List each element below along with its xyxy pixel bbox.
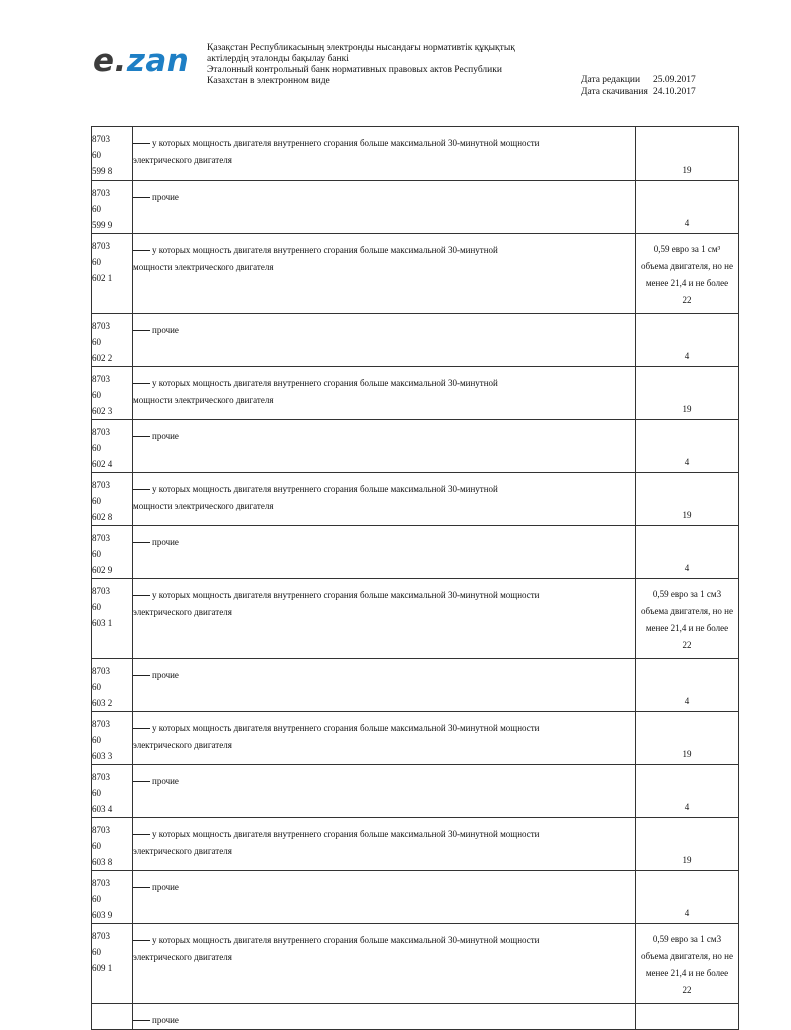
tariff-code xyxy=(92,871,133,924)
table-row xyxy=(92,712,739,765)
tariff-code-part-1: 8703 xyxy=(92,188,110,198)
goods-description xyxy=(133,420,636,473)
duty-rate-line: менее 21,4 и не более xyxy=(645,967,729,978)
duty-rate xyxy=(636,659,739,712)
tariff-code-part-3: 602 8 xyxy=(92,512,113,522)
dash-marker xyxy=(133,675,150,676)
tariff-code-part-2: 60 xyxy=(92,257,101,267)
duty-rate-line: 4 xyxy=(684,563,690,573)
description-text: у которых мощность двигателя внутреннего сгорания больше максимальной 30-минутной мощности xyxy=(152,590,540,600)
tariff-code-part-3: 603 1 xyxy=(92,618,113,628)
duty-rate xyxy=(636,181,739,234)
duty-rate-line: 4 xyxy=(684,696,690,706)
tariff-code-part-1: 8703 xyxy=(92,134,110,144)
description-line-2: мощности электрического двигателя xyxy=(133,395,274,405)
dash-marker xyxy=(133,834,150,835)
description-text: прочие xyxy=(152,1015,179,1025)
dash-marker xyxy=(133,595,150,596)
edition-date-value: 25.09.2017 xyxy=(653,75,696,85)
description-line-1 xyxy=(133,135,635,152)
dash-marker xyxy=(133,383,150,384)
goods-description xyxy=(133,181,636,234)
tariff-code-part-3: 599 9 xyxy=(92,220,113,230)
dash-marker xyxy=(133,542,150,543)
description-line-1 xyxy=(133,826,635,843)
description-line-1 xyxy=(133,587,635,604)
tariff-code xyxy=(92,579,133,659)
tariff-code xyxy=(92,234,133,314)
table-row xyxy=(92,473,739,526)
duty-rate-line: 0,59 евро за 1 см3 xyxy=(652,933,722,944)
table-row xyxy=(92,765,739,818)
duty-rate xyxy=(636,712,739,765)
description-line-1 xyxy=(133,1012,635,1029)
duty-rate-line: 22 xyxy=(682,984,692,995)
dash-marker xyxy=(133,436,150,437)
duty-rate-line: 19 xyxy=(682,855,692,865)
duty-rate-line: объема двигателя, но не xyxy=(641,260,733,271)
tariff-code-part-1: 8703 xyxy=(92,666,110,676)
description-line-2: мощности электрического двигателя xyxy=(133,262,274,272)
tariff-code xyxy=(92,181,133,234)
goods-description xyxy=(133,473,636,526)
description-text: прочие xyxy=(152,776,179,786)
dash-marker xyxy=(133,489,150,490)
tariff-code-part-2: 60 xyxy=(92,337,101,347)
duty-rate-line: 4 xyxy=(684,908,690,918)
document-header xyxy=(0,0,791,115)
dash-marker xyxy=(133,887,150,888)
description-line-1 xyxy=(133,481,635,498)
dash-marker xyxy=(133,1020,150,1021)
duty-rate-line: 22 xyxy=(682,639,692,650)
download-date-value: 24.10.2017 xyxy=(653,87,696,97)
duty-rate-line: объема двигателя, но не xyxy=(641,605,733,616)
duty-rate xyxy=(636,818,739,871)
tariff-code xyxy=(92,127,133,181)
tariff-code-part-1: 8703 xyxy=(92,480,110,490)
logo-suffix: zan xyxy=(126,43,190,79)
goods-description xyxy=(133,367,636,420)
tariff-code-part-2: 60 xyxy=(92,894,101,904)
tariff-code-part-1: 8703 xyxy=(92,321,110,331)
tariff-code-part-3: 602 3 xyxy=(92,406,113,416)
duty-rate-line: 19 xyxy=(682,510,692,520)
table-row xyxy=(92,924,739,1004)
tariff-code-part-2: 60 xyxy=(92,947,101,957)
description-line-2: электрического двигателя xyxy=(133,846,232,856)
description-line-1 xyxy=(133,667,635,684)
tariff-code xyxy=(92,473,133,526)
tariff-code-part-1: 8703 xyxy=(92,931,110,941)
dash-marker xyxy=(133,781,150,782)
description-line-1 xyxy=(133,773,635,790)
duty-rate xyxy=(636,367,739,420)
edition-date-label: Дата редакции xyxy=(581,75,641,85)
tariff-code-part-2: 60 xyxy=(92,549,101,559)
duty-rate-line: 0,59 евро за 1 см³ xyxy=(653,243,721,254)
description-text: прочие xyxy=(152,537,179,547)
table-row xyxy=(92,127,739,181)
logo-prefix: e. xyxy=(93,43,127,79)
duty-rate xyxy=(636,314,739,367)
description-line-2: электрического двигателя xyxy=(133,607,232,617)
description-line-1 xyxy=(133,720,635,737)
table-row xyxy=(92,818,739,871)
duty-rate-line: 19 xyxy=(682,165,692,175)
description-line-1 xyxy=(133,879,635,896)
header-title xyxy=(207,43,567,87)
table-row xyxy=(92,526,739,579)
header-dates xyxy=(581,74,696,98)
goods-description xyxy=(133,924,636,1004)
edition-date-row xyxy=(581,74,696,86)
description-text: у которых мощность двигателя внутреннего сгорания больше максимальной 30-минутной мощности xyxy=(152,829,540,839)
goods-description xyxy=(133,1004,636,1030)
tariff-code-part-3: 603 9 xyxy=(92,910,113,920)
table-row xyxy=(92,871,739,924)
description-text: у которых мощность двигателя внутреннего сгорания больше максимальной 30-минутной xyxy=(152,245,498,255)
tariff-code-part-1: 8703 xyxy=(92,533,110,543)
tariff-code xyxy=(92,1004,133,1030)
duty-rate-line: 4 xyxy=(684,218,690,228)
tariff-code-part-2: 60 xyxy=(92,682,101,692)
tariff-code-part-3: 603 4 xyxy=(92,804,113,814)
duty-rate xyxy=(636,1004,739,1030)
tariff-code-part-3: 602 4 xyxy=(92,459,113,469)
goods-description xyxy=(133,712,636,765)
tariff-code xyxy=(92,526,133,579)
tariff-code-part-3: 602 1 xyxy=(92,273,113,283)
goods-description xyxy=(133,127,636,181)
goods-description xyxy=(133,314,636,367)
goods-description xyxy=(133,871,636,924)
duty-rate-line: менее 21,4 и не более xyxy=(645,622,729,633)
duty-rate-line: 22 xyxy=(682,294,692,305)
duty-rate xyxy=(636,871,739,924)
description-text: у которых мощность двигателя внутреннего сгорания больше максимальной 30-минутной мощности xyxy=(152,138,540,148)
duty-rate xyxy=(636,234,739,314)
tariff-code xyxy=(92,712,133,765)
description-line-2: электрического двигателя xyxy=(133,952,232,962)
tariff-code-part-1: 8703 xyxy=(92,427,110,437)
tariff-code-part-2: 60 xyxy=(92,602,101,612)
tariff-code-part-1: 8703 xyxy=(92,586,110,596)
duty-rate xyxy=(636,127,739,181)
goods-description xyxy=(133,765,636,818)
table-row xyxy=(92,314,739,367)
tariff-code-part-2: 60 xyxy=(92,735,101,745)
description-line-1 xyxy=(133,534,635,551)
description-line-1 xyxy=(133,375,635,392)
description-line-1 xyxy=(133,428,635,445)
tariff-code-part-1: 8703 xyxy=(92,241,110,251)
tariff-code-part-3: 602 9 xyxy=(92,565,113,575)
description-line-2: электрического двигателя xyxy=(133,740,232,750)
description-line-1 xyxy=(133,189,635,206)
description-text: прочие xyxy=(152,882,179,892)
tariff-code-part-2: 60 xyxy=(92,150,101,160)
duty-rate xyxy=(636,420,739,473)
description-text: прочие xyxy=(152,431,179,441)
description-line-1 xyxy=(133,242,635,259)
duty-rate-line: менее 21,4 и не более xyxy=(645,277,729,288)
description-text: у которых мощность двигателя внутреннего сгорания больше максимальной 30-минутной xyxy=(152,378,498,388)
tariff-code-part-1: 8703 xyxy=(92,878,110,888)
tariff-code-part-2: 60 xyxy=(92,496,101,506)
goods-description xyxy=(133,526,636,579)
tariff-code xyxy=(92,765,133,818)
tariff-code-part-2: 60 xyxy=(92,788,101,798)
tariff-code xyxy=(92,924,133,1004)
tariff-code-part-1: 8703 xyxy=(92,772,110,782)
dash-marker xyxy=(133,197,150,198)
header-line-1: Қазақстан Республикасының электронды нысандағы нормативтік құқықтық xyxy=(207,43,515,53)
tariff-code xyxy=(92,420,133,473)
goods-description xyxy=(133,579,636,659)
duty-rate xyxy=(636,579,739,659)
dash-marker xyxy=(133,728,150,729)
duty-rate xyxy=(636,526,739,579)
tariff-code-part-2: 60 xyxy=(92,204,101,214)
table-row xyxy=(92,181,739,234)
header-line-3: Эталонный контрольный банк нормативных правовых актов Республики xyxy=(207,65,502,75)
table-row xyxy=(92,234,739,314)
duty-rate-line: 0,59 евро за 1 см3 xyxy=(652,588,722,599)
ezan-logo[interactable] xyxy=(93,43,190,79)
duty-rate-line: 4 xyxy=(684,802,690,812)
duty-rate xyxy=(636,473,739,526)
tariff-code-part-1: 8703 xyxy=(92,374,110,384)
description-text: прочие xyxy=(152,192,179,202)
dash-marker xyxy=(133,250,150,251)
description-line-1 xyxy=(133,932,635,949)
goods-description xyxy=(133,818,636,871)
table-row xyxy=(92,367,739,420)
tariff-code-part-1: 8703 xyxy=(92,825,110,835)
duty-rate-line: объема двигателя, но не xyxy=(641,950,733,961)
goods-description xyxy=(133,234,636,314)
description-line-1 xyxy=(133,322,635,339)
description-line-2: электрического двигателя xyxy=(133,155,232,165)
description-text: у которых мощность двигателя внутреннего сгорания больше максимальной 30-минутной мощности xyxy=(152,935,540,945)
tariff-code-part-2: 60 xyxy=(92,390,101,400)
description-line-2: мощности электрического двигателя xyxy=(133,501,274,511)
table-row xyxy=(92,420,739,473)
duty-rate xyxy=(636,765,739,818)
tariff-code-part-2: 60 xyxy=(92,841,101,851)
header-line-2: актілердің эталонды бақылау банкі xyxy=(207,54,349,64)
description-text: у которых мощность двигателя внутреннего сгорания больше максимальной 30-минутной xyxy=(152,484,498,494)
tariff-code-part-3: 599 8 xyxy=(92,166,113,176)
table-row xyxy=(92,1004,739,1030)
tariff-code-part-3: 603 3 xyxy=(92,751,113,761)
tariff-code-part-3: 603 8 xyxy=(92,857,113,867)
tariff-code xyxy=(92,314,133,367)
dash-marker xyxy=(133,940,150,941)
duty-rate-line: 19 xyxy=(682,404,692,414)
description-text: прочие xyxy=(152,670,179,680)
tariff-code-part-3: 602 2 xyxy=(92,353,113,363)
download-date-row xyxy=(581,86,696,98)
tariff-code xyxy=(92,818,133,871)
tariff-code-part-3: 603 2 xyxy=(92,698,113,708)
tariff-code-part-3: 609 1 xyxy=(92,963,113,973)
dash-marker xyxy=(133,330,150,331)
duty-rate-line: 19 xyxy=(682,749,692,759)
dash-marker xyxy=(133,143,150,144)
table-row xyxy=(92,579,739,659)
duty-rate-line: 4 xyxy=(684,351,690,361)
header-line-4: Казахстан в электронном виде xyxy=(207,76,330,86)
tariff-code-part-2: 60 xyxy=(92,443,101,453)
duty-rate xyxy=(636,924,739,1004)
tariff-code-part-1: 8703 xyxy=(92,719,110,729)
tariff-code xyxy=(92,367,133,420)
duty-rate-line: 4 xyxy=(684,457,690,467)
goods-description xyxy=(133,659,636,712)
table-row xyxy=(92,659,739,712)
tariff-table xyxy=(91,126,739,1030)
description-text: у которых мощность двигателя внутреннего сгорания больше максимальной 30-минутной мощности xyxy=(152,723,540,733)
description-text: прочие xyxy=(152,325,179,335)
tariff-code xyxy=(92,659,133,712)
download-date-label: Дата скачивания xyxy=(581,87,648,97)
